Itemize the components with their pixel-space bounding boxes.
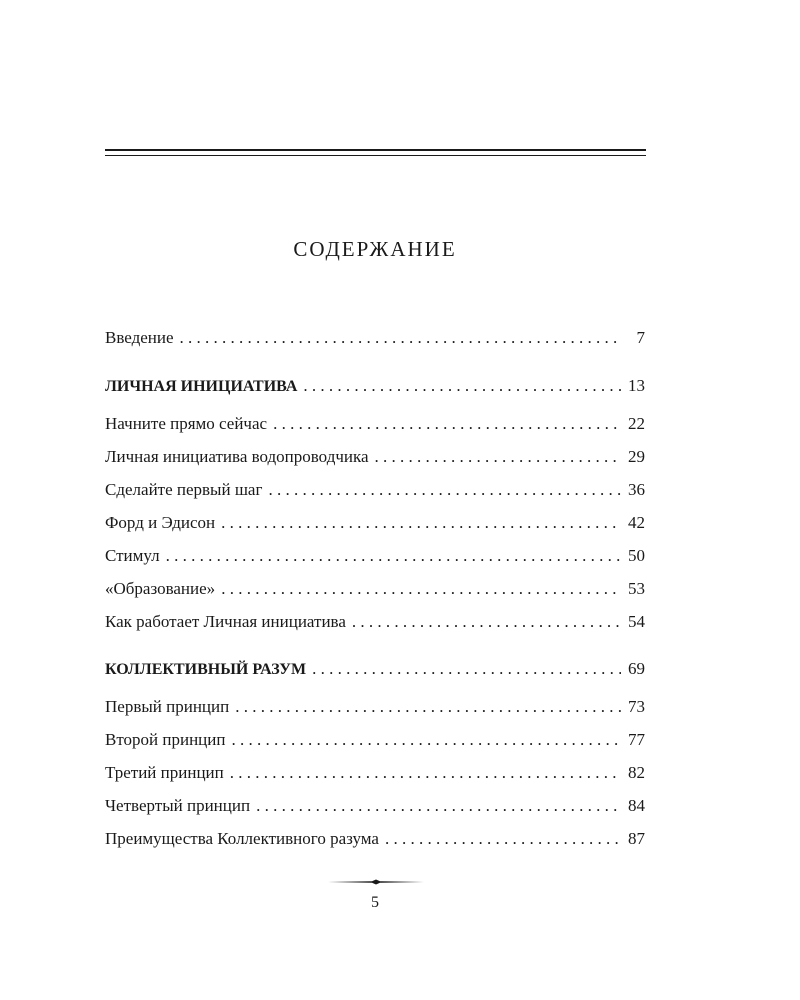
dot-leader: [273, 412, 621, 436]
page-title: СОДЕРЖАНИЕ: [293, 237, 457, 261]
toc-entry-first-step[interactable]: [105, 478, 645, 502]
toc-entry-education[interactable]: [105, 577, 645, 601]
toc-section-personal-initiative[interactable]: [105, 374, 645, 398]
dot-leader: [221, 577, 621, 601]
dot-leader: [312, 657, 621, 681]
toc-entry-page: 13: [628, 376, 645, 395]
page-number: 5: [371, 894, 379, 911]
dot-leader: [221, 511, 621, 535]
toc-entry-ford-edison[interactable]: [105, 511, 645, 535]
toc-entry-third-principle[interactable]: [105, 761, 645, 785]
toc-section-title: КОЛЛЕКТИВНЫЙ РАЗУМ: [105, 661, 307, 678]
toc-entry-title: Стимул: [105, 546, 160, 565]
dot-leader: [375, 445, 621, 469]
toc-entry-title: Третий принцип: [105, 763, 224, 782]
toc-entry-page: 29: [628, 447, 645, 466]
toc-entry-master-mind-benefits[interactable]: [105, 827, 645, 851]
toc-entry-page: 77: [628, 730, 645, 749]
toc-entry-how-initiative-works[interactable]: [105, 610, 645, 634]
toc-entry-title: «Образование»: [105, 579, 216, 598]
rule-thin-line: [105, 155, 646, 156]
dot-leader: [166, 544, 621, 568]
dot-leader: [235, 695, 621, 719]
rule-thick-line: [105, 149, 646, 151]
toc-entry-title: Форд и Эдисон: [105, 513, 216, 532]
toc-entry-first-principle[interactable]: [105, 695, 645, 719]
toc-entry-title: Второй принцип: [105, 730, 226, 749]
toc-entry-page: 22: [628, 414, 645, 433]
toc-entry-page: 84: [628, 796, 645, 815]
toc-entry-page: 69: [628, 659, 645, 678]
toc-entry-page: 42: [628, 513, 645, 532]
toc-entry-title: Начните прямо сейчас: [105, 414, 268, 433]
toc-entry-second-principle[interactable]: [105, 728, 645, 752]
toc-entry-title: Преимущества Коллективного разума: [105, 829, 379, 848]
toc-entry-title: Четвертый принцип: [105, 796, 251, 815]
toc-entry-page: 53: [628, 579, 645, 598]
top-double-rule: [105, 149, 646, 157]
toc-entry-title: Первый принцип: [105, 697, 230, 716]
toc-entry-page: 54: [628, 612, 645, 631]
toc-entry-plumber-initiative[interactable]: [105, 445, 645, 469]
dot-leader: [352, 610, 621, 634]
ornament-divider-icon: [328, 878, 424, 886]
dot-leader: [303, 374, 621, 398]
toc-entry-title: Как работает Личная инициатива: [105, 612, 346, 631]
dot-leader: [256, 794, 621, 818]
toc-entry-page: 87: [628, 829, 645, 848]
toc-entry-page: 73: [628, 697, 645, 716]
toc-entry-title: Личная инициатива водопроводчика: [105, 447, 369, 466]
toc-section-master-mind[interactable]: [105, 657, 645, 681]
toc-entry-introduction[interactable]: [105, 326, 645, 350]
dot-leader: [385, 827, 621, 851]
toc-entry-page: 7: [636, 328, 645, 347]
toc-section-title: ЛИЧНАЯ ИНИЦИАТИВА: [105, 378, 298, 395]
toc-entry-page: 36: [628, 480, 645, 499]
toc-entry-fourth-principle[interactable]: [105, 794, 645, 818]
dot-leader: [180, 326, 621, 350]
dot-leader: [268, 478, 621, 502]
dot-leader: [231, 728, 621, 752]
toc-entry-page: 82: [628, 763, 645, 782]
toc-entry-title: Сделайте первый шаг: [105, 480, 263, 499]
toc-entry-stimulus[interactable]: [105, 544, 645, 568]
toc-entry-page: 50: [628, 546, 645, 565]
toc-entry-title: Введение: [105, 328, 174, 347]
dot-leader: [230, 761, 621, 785]
toc-entry-start-now[interactable]: [105, 412, 645, 436]
